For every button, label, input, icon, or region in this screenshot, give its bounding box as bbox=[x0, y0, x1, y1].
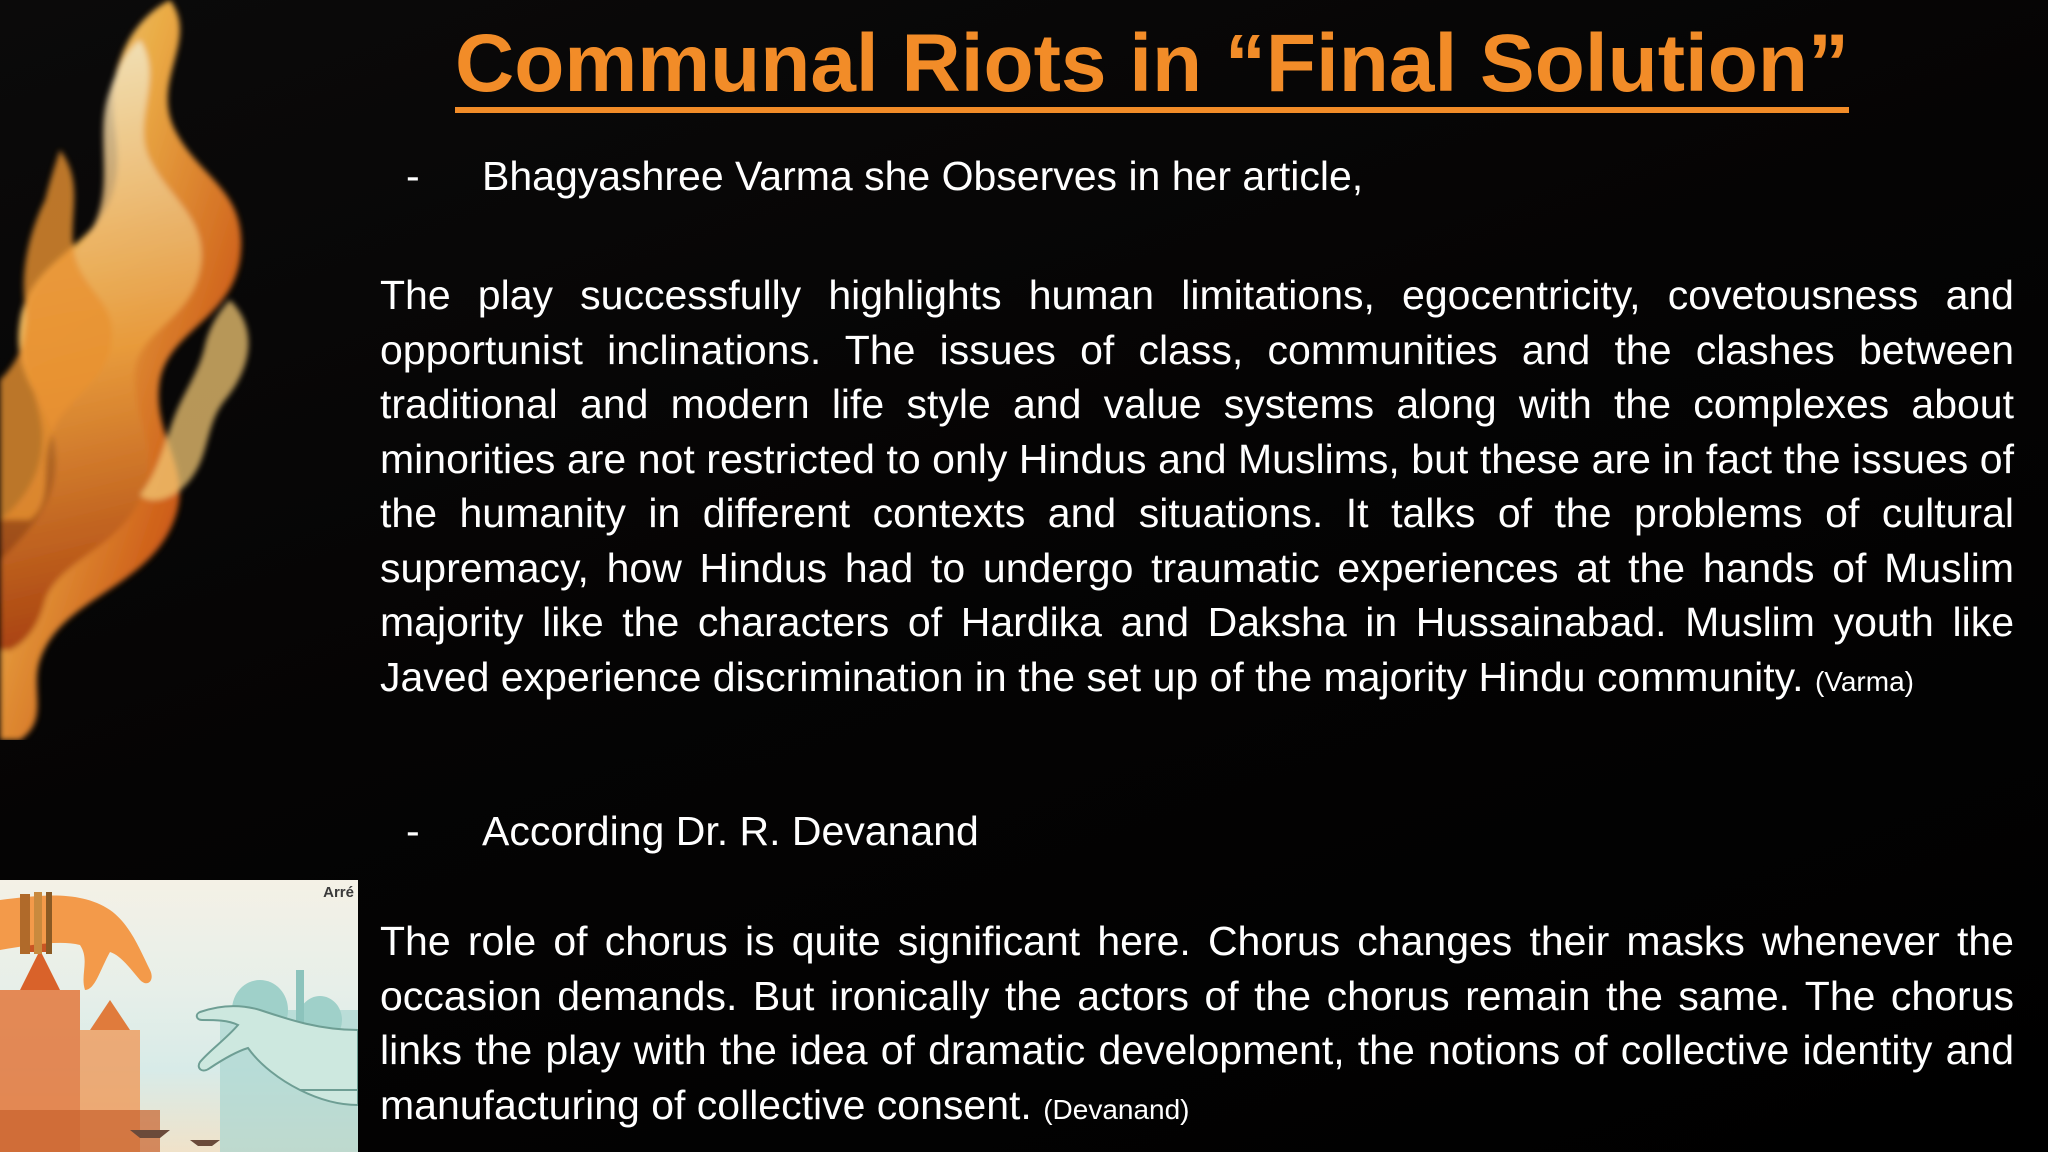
citation: (Varma) bbox=[1814, 665, 1914, 697]
flame-image bbox=[0, 0, 330, 740]
bullet-devanand bbox=[406, 807, 979, 855]
quote-text: The play successfully highlights human limitations, egocentricity, covetousness and opportunist inclinations. The issues of class, communities and the clashes between traditional and modern life style and value systems along with the complexes about minorities are not restricted to only Hindus and Muslims, but these are in fact the issues of the humanity in different contexts and situations. It talks of the problems of cultural supremacy, how Hindus had to undergo traumatic experiences at the hands of Muslim majority like the characters of Hardika and Daksha in Hussainabad. Muslim youth like Javed experience discrimination in the set up of the majority Hindu community. bbox=[380, 272, 2014, 700]
quote-devanand bbox=[380, 914, 2014, 1137]
reaching-hands-illustration bbox=[0, 880, 358, 1152]
slide-title bbox=[424, 18, 1880, 113]
citation: (Devanand) bbox=[1043, 1093, 1190, 1125]
quote-text: The role of chorus is quite significant here. Chorus changes their masks whenever the occasion demands. But ironically the actors of the chorus remain the same. The chorus links the play with the idea of dramatic development, the notions of collective identity and manufacturing of collective consent. bbox=[380, 918, 2014, 1128]
quote-varma bbox=[380, 268, 2014, 709]
bullet-varma bbox=[406, 152, 1363, 200]
bullet-dash: - bbox=[406, 808, 420, 854]
bullet-dash: - bbox=[406, 153, 420, 199]
slide-title-text: Communal Riots in “Final Solution” bbox=[455, 21, 1849, 113]
bullet-text: Bhagyashree Varma she Observes in her article, bbox=[482, 153, 1364, 199]
bullet-text: According Dr. R. Devanand bbox=[482, 808, 979, 854]
illustration-brand-logo: Arré bbox=[323, 884, 354, 901]
